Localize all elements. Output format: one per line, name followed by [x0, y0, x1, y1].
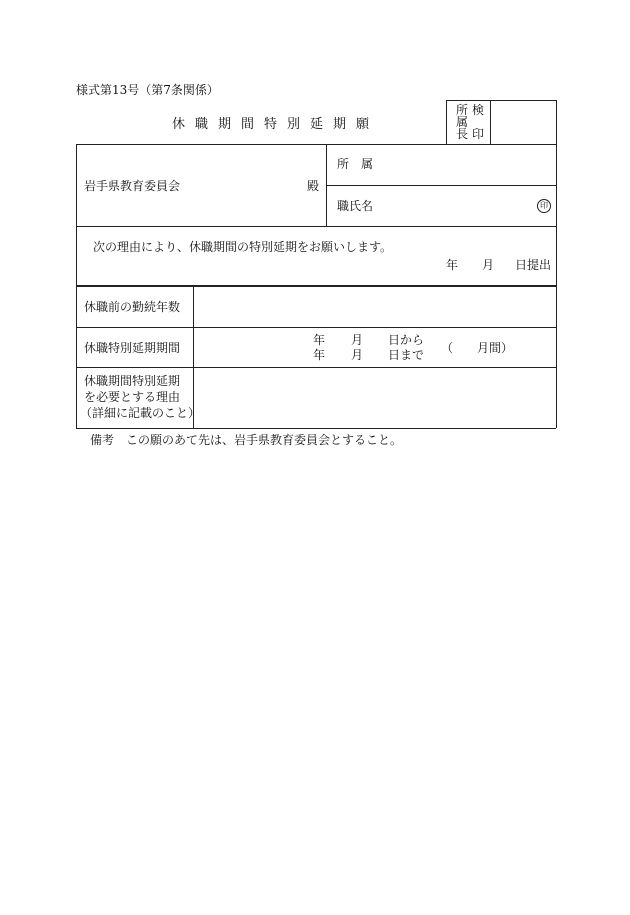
- note: 備考 この願のあて先は、岩手県教育委員会とすること。: [90, 433, 403, 447]
- name-field[interactable]: [385, 192, 525, 222]
- period-to-month: 月: [351, 348, 364, 362]
- submission-day: 日提出: [515, 258, 552, 272]
- approval-label-5: 印: [472, 127, 485, 141]
- reason-label-line-1: 休職期間特別延期: [84, 374, 181, 388]
- period-label: 休職特別延期期間: [84, 341, 181, 355]
- period-field[interactable]: [195, 329, 554, 365]
- approval-label-2: 属: [456, 115, 469, 129]
- period-months: （ 月間）: [441, 341, 514, 355]
- reason-label-line-3: （詳細に記載のこと）: [80, 406, 201, 420]
- reason-field[interactable]: [195, 369, 554, 426]
- period-to-day: 日まで: [388, 348, 425, 362]
- submission-year: 年: [446, 258, 459, 272]
- affiliation-field[interactable]: [385, 150, 550, 180]
- form-number: 様式第13号（第7条関係）: [76, 83, 219, 97]
- period-to-year: 年: [313, 348, 326, 362]
- period-from-month: 月: [351, 333, 364, 347]
- approval-label-4: 検: [472, 103, 485, 117]
- approval-label-3: 長: [456, 127, 469, 141]
- form-title: 休職期間特別延期願: [172, 117, 380, 132]
- period-from-year: 年: [313, 333, 326, 347]
- period-from-day: 日から: [388, 333, 425, 347]
- submission-date-field[interactable]: [410, 254, 550, 276]
- service-years-field[interactable]: [195, 288, 554, 325]
- addressee: 岩手県教育委員会: [84, 179, 181, 193]
- affiliation-label: 所 属: [337, 157, 374, 171]
- submission-month: 月: [482, 258, 495, 272]
- honorific: 殿: [307, 179, 320, 193]
- reason-label-line-2: を必要とする理由: [84, 390, 181, 404]
- name-label: 職氏名: [337, 199, 374, 213]
- approval-stamp-field[interactable]: [491, 101, 555, 143]
- service-years-label: 休職前の勤続年数: [84, 300, 181, 314]
- seal-icon: 印: [537, 199, 551, 213]
- request-text: 次の理由により、休職期間の特別延期をお願いします。: [93, 240, 393, 254]
- approval-label-1: 所: [456, 103, 469, 117]
